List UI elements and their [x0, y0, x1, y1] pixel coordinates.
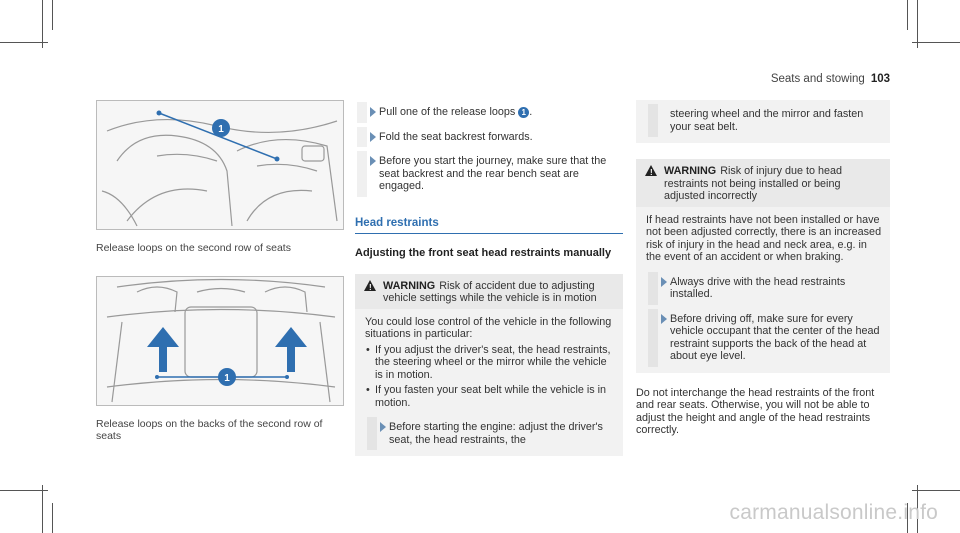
- crop-mark: [52, 503, 53, 533]
- closing-paragraph: Do not interchange the head restraints of the front and rear seats. Otherwise, you will not be able to adjust the height and angle of the head restraints correctly.: [636, 386, 875, 436]
- crop-mark: [912, 42, 960, 43]
- step-drive-with-restraints: Always drive with the head restraints installed.: [646, 276, 882, 301]
- step-fold-backrest: Fold the seat backrest forwards.: [355, 131, 623, 144]
- section-title: Head restraints: [355, 217, 623, 234]
- step-continued: steering wheel and the mirror and fasten your seat belt.: [646, 108, 882, 133]
- section-name: Seats and stowing: [770, 73, 865, 85]
- crop-mark: [52, 0, 53, 30]
- warning-icon: !: [645, 165, 657, 176]
- arrow-icon: [661, 277, 667, 287]
- arrow-icon: [370, 107, 376, 117]
- page-header: [771, 73, 890, 85]
- list-item: • If you fasten your seat belt while the vehicle is in motion.: [365, 384, 615, 409]
- text-column-right: [636, 100, 890, 437]
- page-number: 103: [870, 73, 890, 85]
- callout-number: 1: [224, 373, 230, 384]
- figure-caption: Release loops on the backs of the second row of seats: [96, 418, 323, 442]
- figure-release-loops-backs: [96, 276, 344, 406]
- crop-mark: [42, 0, 43, 48]
- step-pull-loop: Pull one of the release loops 1 .: [355, 106, 623, 119]
- figure-caption: Release loops on the second row of seats: [96, 242, 291, 254]
- list-item: • If you adjust the driver's seat, the head restraints, the steering wheel or the mirror while the vehicle is in motion.: [365, 344, 615, 382]
- step-check-engaged: Before you start the journey, make sure that the seat backrest and the rear bench seat are engaged.: [355, 155, 623, 193]
- crop-mark: [0, 42, 48, 43]
- text-column-middle: [355, 100, 623, 466]
- crop-mark: [907, 0, 908, 30]
- warning-header: ! WARNING Risk of accident due to adjusting vehicle settings while the vehicle is in motion: [355, 274, 623, 309]
- arrow-icon: [380, 422, 386, 432]
- step-adjust-before-start: Before starting the engine: adjust the driver's seat, the head restraints, the: [365, 421, 615, 446]
- warning-body: You could lose control of the vehicle in the following situations in particular: • If you adjust the driver's seat, the head restraints, the steering wheel or the mirror while the vehicle is in motion. • If you fasten your seat belt while the vehicle is in motion. Before starting the engine: adjust the driver's seat, the head restraints, the: [355, 309, 623, 457]
- crop-mark: [42, 485, 43, 533]
- crop-mark: [0, 490, 48, 491]
- warning-continuation: [636, 100, 890, 143]
- warning-header: ! WARNING Risk of injury due to head restraints not being installed or being adjusted incorrectly: [636, 159, 890, 207]
- crop-mark: [917, 0, 918, 48]
- figure-release-loops-seats: [96, 100, 344, 230]
- arrow-icon: [370, 132, 376, 142]
- warning-icon: !: [364, 280, 376, 291]
- subsection-title: Adjusting the front seat head restraints manually: [355, 246, 612, 259]
- callout-number: 1: [218, 124, 224, 135]
- step-check-restraint-position: Before driving off, make sure for every vehicle occupant that the center of the head restraint supports the back of the head at about eye level.: [646, 313, 882, 363]
- watermark: carmanualsonline.info: [729, 501, 938, 524]
- warning-body: If head restraints have not been installed or have not been adjusted correctly, there is an increased risk of injury in the head and neck area, e.g. in the event of an accident or when braking. Always drive with the head restraints installed. Before driving off, make sure for every vehicle occupant that the center of the head restraint supports the back of the head at about eye level.: [636, 207, 890, 373]
- crop-mark: [912, 490, 960, 491]
- arrow-icon: [661, 314, 667, 324]
- arrow-icon: [370, 156, 376, 166]
- figure-column: [96, 100, 344, 464]
- callout-badge: 1: [518, 107, 529, 118]
